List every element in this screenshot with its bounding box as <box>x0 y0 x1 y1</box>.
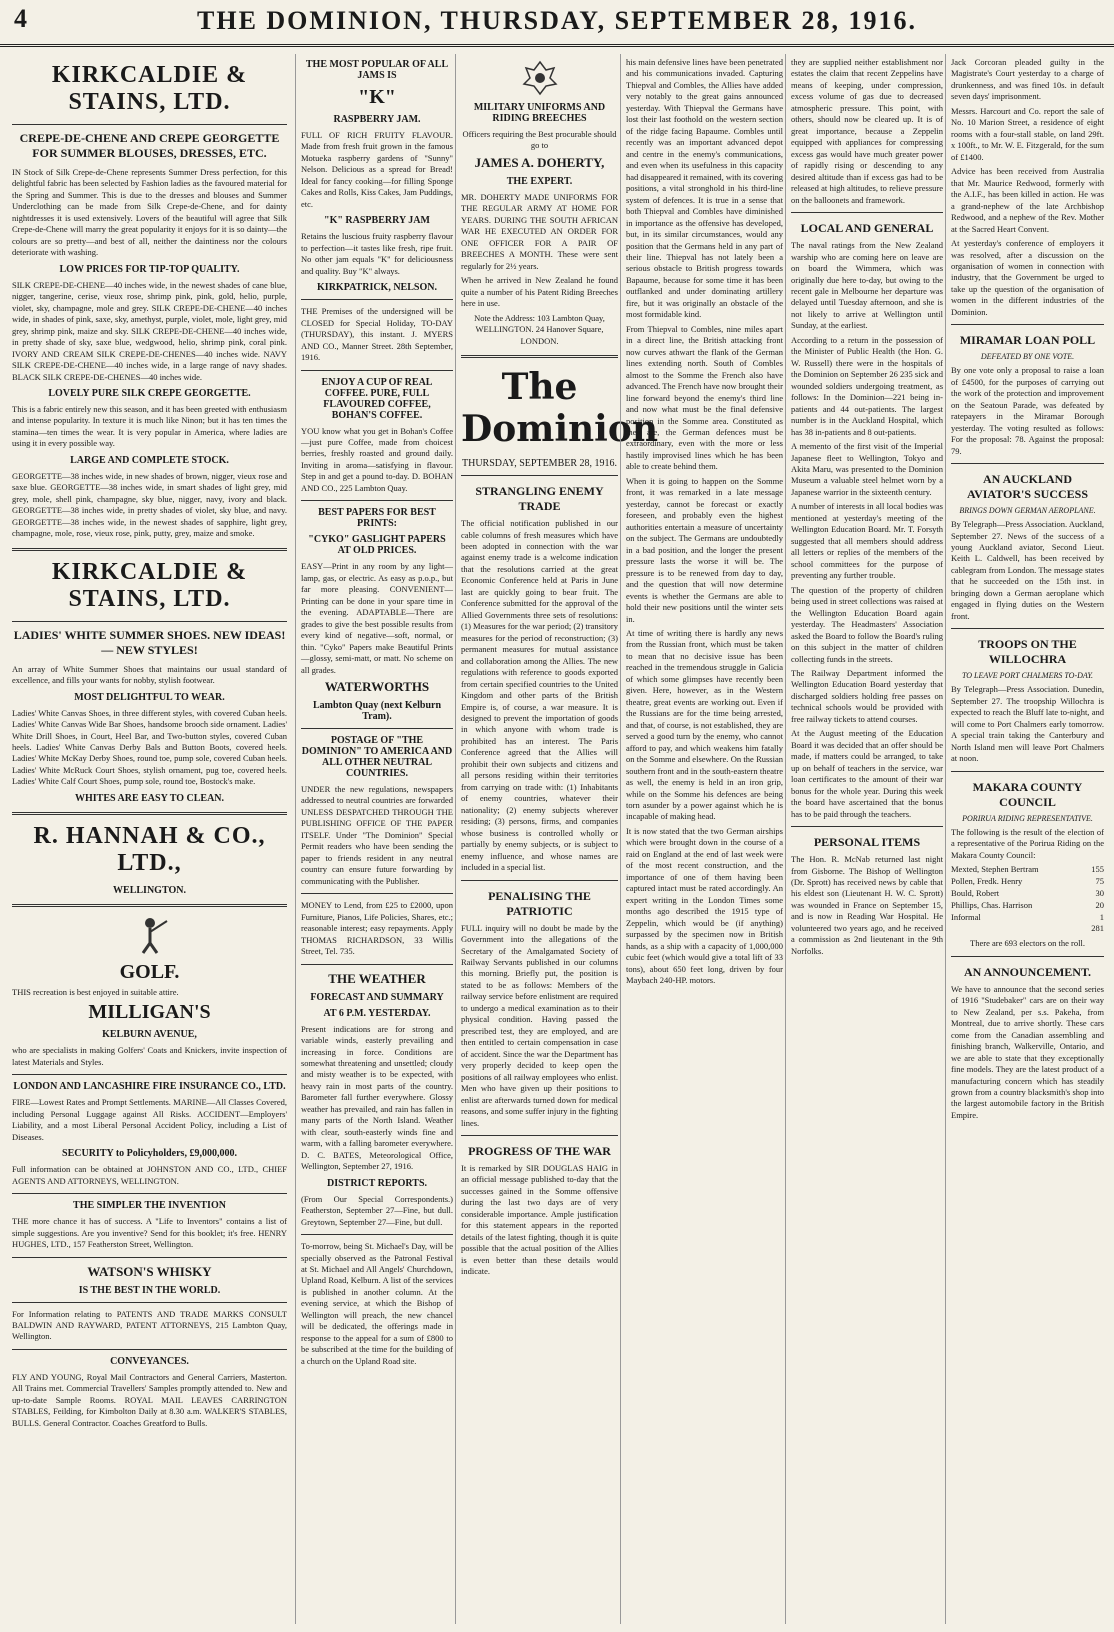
result-row: Informal 1 <box>951 911 1104 922</box>
divider <box>12 621 287 622</box>
divider <box>12 1257 287 1258</box>
uniforms-address: Note the Address: 103 Lambton Quay, WELLINGTON. 24 Hanover Square, LONDON. <box>474 312 605 346</box>
local-body-b: According to a return in the possession of the Minister of Public Health (the Hon. G. W. Russell) there were in the hospitals of the Dominion on September 26 235 sick and wounded soldiers undergoing treatment, as follows: In the Dominion—221 being in-patients and 44 out-patients. The largest number is in the Auckland Hospital, which has 38 in-patients and 8 out-patients. <box>791 334 943 437</box>
result-row: Bould, Robert 30 <box>951 887 1104 898</box>
crepe-intro: IN Stock of Silk Crepe-de-Chene represents Summer Dress perfection, for this delightful fabric has been selected by Fashion ladies as the favoured material for the Spring and Summer. This is due to the dresses and blouses and Summer Underclothing can be made from Silk Crepe-de-Chene, and for dainty nightdresses it is used extensively. Lovers of the beautiful will agree that Silk Crepe-de-Chene will marry the great popularity it enjoys for it is so dainty—the colours are so pretty—and best of all, neither the daintiness nor the colours deteriorate with washing. <box>12 167 287 258</box>
column-6 <box>945 54 1107 1624</box>
makara-intro: The following is the result of the election of a representative of the Porirua Riding on the Makara County Council: <box>951 826 1104 860</box>
jam-name: RASPBERRY JAM. <box>333 114 421 125</box>
divider <box>951 771 1104 772</box>
column-2 <box>295 54 456 1624</box>
page-number: 4 <box>14 4 27 33</box>
insurance-head: LONDON AND LANCASHIRE FIRE INSURANCE CO., LTD. <box>13 1081 286 1093</box>
troops-sub: TO LEAVE PORT CHALMERS TO-DAY. <box>961 671 1094 681</box>
conveyances-body: FLY AND YOUNG, Royal Mail Contractors and General Carriers, Masterton. All Trains met. Commercial Travellers' Samples promptly attended to. New and up-to-date Sample Rooms. ROYAL MAIL LEAVES CARRINGTON STABLES, Feilding, for Kimbolton Daily at 8.30 a.m. WALKER'S STABLES, BULLS. General Contractor. Coaches Greatford to Bulls. <box>12 1371 287 1428</box>
divider <box>951 324 1104 325</box>
masthead <box>0 0 1114 47</box>
divider <box>461 1135 618 1136</box>
notes-d: At yesterday's conference of employers it was resolved, after a discussion on the organisation of women in connection with industry, that the Government be urged to take up the question of the organisation of women in the different industries of the Dominion. <box>951 238 1104 317</box>
divider <box>461 475 618 476</box>
war-text-c: When it is going to happen on the Somme front, it was remarked in a late message yesterday, cannot be forecast or exactly foreseen, and probably even the highest authorities entertain a measure of uncertainty on the subject. The Germans are undoubtedly in a bad position, and the longer the present pressure lasts the worse it will be. The pressure is to be renewed from day to day, and the question that will now determine events is whether the Germans are able to hold their new positions until the winter sets in. <box>626 475 783 624</box>
column-4 <box>620 54 786 1624</box>
local-head: LOCAL AND GENERAL <box>800 221 934 236</box>
shoes-intro: An array of White Summer Shoes that maintains our usual standard of excellence, and fills your wants for nobby, stylish footwear. <box>12 663 287 686</box>
hannah-town: WELLINGTON. <box>113 884 186 896</box>
inventor-body: THE more chance it has of success. A "Life to Inventors" contains a list of simple suggestions. Are you inventive? Send for this booklet; it's free. HENRY HUGHES, LTD., 157 Featherston Street, Wellington. <box>12 1216 287 1250</box>
district-head: DISTRICT REPORTS. <box>326 1177 428 1189</box>
golf-head: GOLF. <box>119 960 180 983</box>
weather-body: Present indications are for strong and variable winds, easterly prevailing and increasing in force. Conditions are somewhat threatening and unsettled; cloudy and misty weather is to be expected, with heavy rain in most parts of the country. Barometer fall further everywhere. Glossy weather has prevailed, and rain has fallen in many parts of the North Island. Weather with clear, south-easterly winds fine and warm, with a falling barometer everywhere. D. C. BATES, Meteorological Office, Wellington, September 27, 1916. <box>301 1023 453 1172</box>
strangling-body: The official notification published in our cable columns of fresh measures which have been adopted in connection with the war against enemy trade is a welcome indication that the resolutions carried at the great Economic Conference held at Paris in June last are quickly going to bear fruit. The Conference submitted for the approval of the Allied Governments three sets of resolutions: (1) Measures for the war period; (2) transitory measures for the period of reconstruction; (3) permanent measures for mutual assistance and collaboration among the Allies. The new regulations with reference to goods exported from certain specified countries to the United Kingdom and other parts of the British Empire is, of course, a war measure. It is designed to prevent the importation of goods in which anyone with whom trade is prohibited has an interest. The Paris Conference agreed that the Allies will prohibit their own subjects and citizens and all persons residing within their territories from carrying on trade with: (1) Inhabitants of enemy countries, whatever their nationality; (2) enemy subjects wherever residing; (3) persons, firms, and companies whose business is controlled wholly or partially by enemy subjects, or is subject to enemy influence, and whose names are included in a special list. <box>461 518 618 873</box>
result-total-row: 281 <box>1091 923 1104 934</box>
war-text-b: From Thiepval to Combles, nine miles apart in a direct line, the British attacking front now curves athwart the flank of the German lines extending north. South of Combles almost to the Somme the French also have advanced. The French have now brought their line forward beyond the enemy's third line and now what must be the final defensive position in the Somme area. Constituted as they are, the German defences must be extraordinary, even with the more or less hastily improvised lines which he has been able to create behind them. <box>626 323 783 472</box>
column-5 <box>785 54 946 1624</box>
divider <box>12 904 287 907</box>
milligan-address: KELBURN AVENUE, <box>102 1029 197 1041</box>
progress-body: It is remarked by SIR DOUGLAS HAIG in an official message published to-day that the successes gained in the Somme offensive during the last two days are of very considerable importance. Ample justification for this statement appears in the reported details of the latest fighting, though it is quite possible that the actual position of the Allies is even better than these details would indicate. <box>461 1163 618 1277</box>
penalising-body: FULL inquiry will no doubt be made by the Government into the allegations of the Secretary of the Amalgamated Society of Railway Servants published in our columns this morning. Briefly put, the position is stated to be as follows: Members of the railway service before enlistment are required to undergo a medical examination as to their physical condition. Having passed the prescribed test, they are employed, and are then entitled to certain compensation in case of accident. Since the war the Department has very properly decided to keep open the positions of all railway employees who enlist. Men who have given up their positions to enlist are afterwards turned down for medical reasons, and some suffer injury in the fighting lines. <box>461 922 618 1128</box>
shoes-head: LADIES' WHITE SUMMER SHOES. NEW IDEAS! — NEW STYLES! <box>13 627 286 657</box>
milligan-title: MILLIGAN'S <box>88 1001 211 1024</box>
divider <box>301 1234 453 1235</box>
miramar-sub: DEFEATED BY ONE VOTE. <box>980 352 1075 362</box>
makara-footer: There are 693 electors on the roll. <box>970 938 1085 949</box>
conveyances-head: CONVEYANCES. <box>110 1355 189 1367</box>
aviator-sub: BRINGS DOWN GERMAN AEROPLANE. <box>959 506 1096 516</box>
uniforms-body: MR. DOHERTY MADE UNIFORMS FOR THE REGULAR ARMY AT HOME FOR YEARS. DURING THE SOUTH AFRICAN WAR HE EXECUTED AN ORDER FOR ONE OFFICER FOR A PAIR OF BREECHES A MONTH. These were sent regularly for 2½ years. <box>461 191 618 271</box>
notes-a: Jack Corcoran pleaded guilty in the Magistrate's Court yesterday to a charge of drunkenness, and was fined 10s. in default seven days' imprisonment. <box>951 57 1104 102</box>
makara-results <box>951 864 1104 935</box>
jam-name-2: "K" RASPBERRY JAM <box>324 215 430 227</box>
makara-head: MAKARA COUNTY COUNCIL <box>972 779 1083 809</box>
divider <box>301 964 453 965</box>
district-body: (From Our Special Correspondents.) Featherston, September 27—Fine, but dull. Greytown, September 27—Fine, but dull. <box>301 1193 453 1227</box>
weather-time: AT 6 P.M. YESTERDAY. <box>323 1007 431 1019</box>
running-head: THE DOMINION, THURSDAY, SEPTEMBER 28, 1916. <box>197 6 917 35</box>
uniforms-nz: When he arrived in New Zealand he found quite a number of his Patent Riding Breeches here in use. <box>461 275 618 309</box>
makara-sub: PORIRUA RIDING REPRESENTATIVE. <box>962 813 1093 823</box>
notes-b: Messrs. Harcourt and Co. report the sale of No. 10 Marion Street, a residence of eight rooms with a four-stall stable, on land 29ft. x 100ft., to Mr. W. E. Fitzgerald, for the sum of £1400. <box>951 105 1104 162</box>
insurance-contact: Full information can be obtained at JOHNSTON AND CO., LTD., CHIEF AGENTS AND ATTORNEYS, WELLINGTON. <box>12 1164 287 1186</box>
miramar-head: MIRAMAR LOAN POLL <box>959 333 1096 348</box>
uniforms-name: JAMES A. DOHERTY, <box>474 154 605 170</box>
jam-body-2: Retains the luscious fruity raspberry flavour to perfection—it tastes like fresh, ripe fruit. No other jam equals "K" for deliciousness and quality. Buy "K" always. <box>301 231 453 276</box>
divider <box>12 124 287 125</box>
miramar-body: By one vote only a proposal to raise a loan of £4500, for the purposes of carrying out the work of the protection and improvement on the Seatoun Parade, was defeated by ratepayers in the Miramar Borough yesterday. The voting resulted as follows: For the proposal: 78. Against the proposal: 79. <box>951 365 1104 456</box>
result-row: Phillips, Chas. Harrison 20 <box>951 899 1104 910</box>
war-text-a: his main defensive lines have been penetrated and his communications invaded. Capturing Thiepval and Combles, the Allies have added very notably to the great gains announced yesterday. With Thiepval the Germans have lost their last foothold on the western section of the ridge facing Bapaume. Combles until recently was an important advanced depot and centre in the enemy's communications, and even when its usefulness in this capacity had disappeared it remained, with its covering positions, a vital stronghold in his third-line system of defences. It is true in a sense that both Thiepval and Combles have diminished in importance as the offensive has developed, but, in its similar circumstances, would any position that the Germans held in any part of their line. Thiepval has not lately been a serious obstacle to British progress towards Bapaume, because for some time it has been outflanked and under dominating artillery fire, but it was originally an obstacle of the most formidable kind. <box>626 57 783 320</box>
cyko-body: EASY—Print in any room by any light—lamp, gas, or electric. As easy as p.o.p., but far more pleasing. CONVENIENT—Printing can be done in your spare time in the evening. ADAPTABLE—There are grades to give the best possible results from every kind of negative—soft, normal, or thin. "Cyko" Papers make Beautiful Prints—glossy, semi-matt, or matt. No scheme on all grades. <box>301 561 453 675</box>
war-text-f: they are supplied neither establishment nor estates the claim that recent Zeppelins have means of keeping, under compression, excess volume of gas due to decreased atmospheric pressure. This point, with others, should now be cleared up. It is of great importance, because a Zeppelin equipped with appliances for compressing excess gas would have much greater power of rapidly rising or descending to any desired altitude than if excess gas had to be released at high altitudes, to relieve pressure on the balloonets and framework. <box>791 57 943 205</box>
whites-easy: WHITES ARE EASY TO CLEAN. <box>74 792 225 804</box>
insurance-security: SECURITY to Policyholders, £9,000,000. <box>62 1148 237 1160</box>
divider <box>301 370 453 371</box>
divider <box>951 463 1104 464</box>
milligan-body: who are specialists in making Golfers' Coats and Knickers, invite inspection of latest Materials and Styles. <box>12 1045 287 1067</box>
waterworths-address: Lambton Quay (next Kelburn Tram). <box>312 700 442 722</box>
royal-crest-icon <box>520 60 560 96</box>
price-lines: SILK CREPE-DE-CHENE—40 inches wide, in the newest shades of cane blue, nigger, tangerine, cerise, vieux rose, shrimp pink, pink, gold, helio, purple, violet, sky, champagne, mole and grey. SILK CREPE-DE-CHENE—40 inches wide, in shades of pink, saxe, sky, amethyst, purple, violet, mole, light grey, mid grey, shrimp pink, maize and sky. SILK CREPE-DE-CHENE—40 inches wide, in pretty shade of sky, saxe blue, wedgwood, helio, shrimp pink, coral pink. IVORY AND CREAM SILK CREPE-DE-CHENES—40 inches wide. NAVY SILK CREPE-DE-CHENE—40 inches wide, in a large range of navy shades. BLACK SILK CREPE-DE-CHENES—40 inches wide. <box>12 279 287 382</box>
shoe-lines: Ladies' White Canvas Shoes, in three different styles, with covered Cuban heels. Ladies' White Canvas Wide Bar Shoes, handsome brooch side ornament. Ladies' White Drill Shoes, in Court, Heel Bar, and Two-button styles, covered Cuban heels. Ladies' White Canvas Derby Bals and Button Boots, covered heels. Ladies' White McKay Derby Shoes, round toe, pump sole, covered Cuban heels. Ladies' White McRuck Court Shoes, stylish ornament, pug toe, covered heels. Ladies' White Calf Court Shoes, pump sole, round toe, Bostock's make. <box>12 707 287 787</box>
personal-body: The Hon. R. McNab returned last night from Gisborne. The Bishop of Wellington (Dr. Sprott) has received news by cable that his eldest son (Lieutenant H. W. C. Sprott) was wounded in France on September 15, and is now in Reading War Hospital. He volunteered two years ago, and he received a commission as 2nd lieutenant in the 9th Norfolks. <box>791 854 943 956</box>
troops-head: TROOPS ON THE WILLOCHRA <box>978 637 1077 667</box>
weather-sub: FORECAST AND SUMMARY <box>310 991 444 1003</box>
strangling-head: STRANGLING ENEMY TRADE <box>475 484 604 514</box>
divider <box>301 728 453 729</box>
local-body-c: A memento of the first visit of the Imperial Japanese fleet to Wellington, Tokyo and Akita Maru, was presented to the Dominion Museum a valuable steel helmet worn by a Japanese warrior in the sixteenth century. <box>791 441 943 497</box>
local-body-a: The naval ratings from the New Zealand warship who are coming here on leave are on board the Wimmera, which was originally due here to-day, but owing to the recent gale in Melbourne her departure was delayed until Tuesday afternoon, and she is not likely to arrive at Wellington until Sunday, at the earliest. <box>791 240 943 331</box>
divider <box>461 880 618 881</box>
columns <box>12 54 1106 1624</box>
coffee-body: YOU know what you get in Bohan's Coffee—just pure Coffee, made from choicest berries, freshly roasted and ground daily. Inviting in aroma—satisfying in flavour. Step in and get a pound to-day. D. BOHAN AND CO., 225 Lambton Quay. <box>301 425 453 493</box>
personal-head: PERSONAL ITEMS <box>813 835 921 850</box>
patents-body: For Information relating to PATENTS AND TRADE MARKS CONSULT BALDWIN AND RAYWARD, PATENT ATTORNEYS, 215 Lambton Quay, Wellington. <box>12 1308 287 1342</box>
local-body-g: At the August meeting of the Education Board it was decided that an offer should be made, if matters could be arranged, to take up on behalf of teachers in the service, war loan certificates to the amount of their war bonus for the whole year. During this week the board have ascertained that the bonus has to be paid through the teachers. <box>791 728 943 819</box>
divider <box>951 956 1104 957</box>
waterworths-name: WATERWORTHS <box>324 679 430 694</box>
most-delightful-head: MOST DELIGHTFUL TO WEAR. <box>74 691 225 703</box>
notes-c: Advice has been received from Australia that Mr. Maurice Redwood, formerly with the A.I.F., has been killed in action. He was a grand-nephew of the late Archbishop Redwood, and a nephew of the Rev. Mother at the Sacred Heart Convent. <box>951 166 1104 234</box>
crepe-subtitle: CREPE-DE-CHENE AND CREPE GEORGETTE FOR SUMMER BLOUSES, DRESSES, ETC. <box>19 131 280 160</box>
whisky-body: IS THE BEST IN THE WORLD. <box>78 1284 221 1296</box>
dominion-nameplate: The Dominion <box>461 366 659 451</box>
whisky-head: WATSON'S WHISKY <box>87 1263 212 1279</box>
divider <box>12 1349 287 1350</box>
divider <box>301 893 453 894</box>
troops-body: By Telegraph—Press Association. Dunedin, September 27. The troopship Willochra is expected to reach the Bluff late to-night, and will come to Port Chalmers early tomorrow. A special train taking the Canterbury and North Island men will leave Port Chalmers at noon. <box>951 684 1104 764</box>
local-body-d: A number of interests in all local bodies was mentioned at yesterday's meeting of the Wellington Education Board. Mr. T. Forsyth suggested that all members should address all letters or replies of the members of the school committees for the purpose of preventing any further trouble. <box>791 501 943 581</box>
golfer-illustration-icon <box>125 915 175 955</box>
divider <box>791 826 943 827</box>
closed-notice: THE Premises of the undersigned will be CLOSED for Special Holiday, TO-DAY (THURSDAY), this instant. J. MYERS AND CO., Manner Street. 28th September, 1916. <box>301 306 453 363</box>
georgette-intro: This is a fabric entirely new this season, and it has been greeted with enthusiasm and intense popularity. In texture it is much like Ninon; but it has ten times the stamina—ten times the wear. It is very popular in America, where ladies are using it in every possible way. <box>12 403 287 449</box>
result-row: Mexted, Stephen Bertram 155 <box>951 863 1104 874</box>
hannah-title: R. HANNAH & CO., LTD., <box>33 822 266 876</box>
divider <box>461 355 618 358</box>
postage-head: POSTAGE OF "THE DOMINION" TO AMERICA AND ALL OTHER NEUTRAL COUNTRIES. <box>301 735 453 779</box>
jam-intro: THE MOST POPULAR OF ALL JAMS IS <box>305 59 449 81</box>
announcement-head: AN ANNOUNCEMENT. <box>963 964 1092 979</box>
war-text-e: It is now stated that the two German airships which were brought down in the course of a raid on England at the end of last week were of the most recent construction, and the importance of one of them having been captured intact must be rated accordingly. An expert writing in the London Times some months ago described the 1915 type of Zeppelin, which would be (if anything) surpassed by the specimen now in British hands, as a ship with a capacity of 1,000,000 cubic feet (which would give a total lift of 33 tons), about 650 feet long, driven by four Maybach 240-HP. motors. <box>626 825 783 986</box>
postage-body: UNDER the new regulations, newspapers addressed to neutral countries are forwarded UNLESS DESPATCHED THROUGH THE PUBLISHING OFFICE OF THE PAPER ITSELF. Under "The Dominion" Special Permit readers who have been sending the paper to friends resident in any neutral country can ensure future forwarding by communicating with the Publisher. <box>301 784 453 886</box>
divider <box>951 628 1104 629</box>
divider <box>12 1074 287 1075</box>
kirkpatrick-sign: KIRKPATRICK, NELSON. <box>317 282 437 294</box>
penalising-head: PENALISING THE PATRIOTIC <box>488 888 591 918</box>
money-body: MONEY to Lend, from £25 to £2000, upon Furniture, Pianos, Life Policies, Shares, etc.; reasonable interest; easy repayments. Apply THOMAS RICHARDSON, 33 Willis Street, Tel. 735. <box>301 900 453 957</box>
aviator-head: AN AUCKLAND AVIATOR'S SUCCESS <box>966 472 1089 502</box>
georgette-head: LOVELY PURE SILK CREPE GEORGETTE. <box>48 387 251 399</box>
cyko-title: "CYKO" GASLIGHT PAPERS AT OLD PRICES. <box>308 534 446 557</box>
low-prices-head: LOW PRICES FOR TIP-TOP QUALITY. <box>59 263 240 275</box>
aviator-body: By Telegraph—Press Association. Auckland, September 27. News of the success of a young Auckland aviator, Second Lieut. Keith L. Caldwell, has been received by cablegram from London. The message states that he succeeded on the 15th inst. in bringing down a German aeroplane which engaged in flying duties on the Western front. <box>951 519 1104 621</box>
divider <box>12 812 287 815</box>
announcement-body: We have to announce that the second series of 1916 "Studebaker" cars are on their way to New Zealand, per s.s. Pakeha, from Montreal, due to arrive shortly. These cars come from the Canadian assembling and finishing branch, Walkerville, Ontario, and we are able to state that they exceptionally fine models. They are the latest product of a manufacturing concern which has steadily grown from a country blacksmith's shop into the largest automobile factory in the British Empire. <box>951 983 1104 1120</box>
divider <box>12 1302 287 1303</box>
coffee-head: ENJOY A CUP OF REAL COFFEE. PURE, FULL FLAVOURED COFFEE, BOHAN'S COFFEE. <box>321 376 433 421</box>
uniforms-sub: Officers requiring the Best procurable should go to <box>462 129 617 151</box>
uniforms-expert: THE EXPERT. <box>506 175 573 187</box>
large-stock-head: LARGE AND COMPLETE STOCK. <box>70 454 229 466</box>
kirkcaldie-ad-title-2: KIRKCALDIE & STAINS, LTD. <box>51 558 248 612</box>
kirkcaldie-ad-title: KIRKCALDIE & STAINS, LTD. <box>51 62 248 115</box>
divider <box>12 548 287 551</box>
war-text-d: At time of writing there is hardly any news from the Russian front, which must be taken to mean that no decisive issue has been reached in the tremendous struggle in Galicia of which some glimpses have recently been given. Here, however, as in the Western theatre, great events are working out. Even if the Russians are for the time being arrested, and that, of course, is not established, they are served a good turn by the enemy, who cannot afford to pay, and which weakens him fatally on the Somme and elsewhere. On the Russian southern front and in the south-eastern theatre as well, the enemy is held in an iron grip, while on the Somme his defences are being torn asunder by a power against which he is incapable of making head. <box>626 627 783 822</box>
market-body: To-morrow, being St. Michael's Day, will be specially observed as the Patronal Festival at St. Michael and All Angels' Churchdown, Upland Road, Kelburn. A list of the services is published in another column. At the evening service, at which the Bishop of Wellington will preach, the new chancel will be dedicated, the offerings made in response to the appeal for a sum of £800 to be subscribed at the time for the building of a church on the Upland Road site. <box>301 1241 453 1366</box>
divider <box>301 299 453 300</box>
progress-head: PROGRESS OF THE WAR <box>468 1144 611 1158</box>
dominion-date: THURSDAY, SEPTEMBER 28, 1916. <box>461 458 618 470</box>
divider <box>12 1193 287 1194</box>
cyko-head: BEST PAPERS FOR BEST PRINTS: <box>318 507 436 530</box>
insurance-body: FIRE—Lowest Rates and Prompt Settlements. MARINE—All Classes Covered, including Personal Luggage against All Risks. ACCIDENT—Employers' Liability, and a most Liberal Personal Accident Policy, including a List of Diseases. <box>12 1097 287 1142</box>
result-row: Pollen, Fredk. Henry 75 <box>951 875 1104 886</box>
divider <box>791 212 943 213</box>
jam-k-logo: "K" <box>358 86 396 108</box>
georgette-lines: GEORGETTE—38 inches wide, in new shades of brown, nigger, vieux rose and saxe blue. GEORGETTE—38 inches wide, in smart shades of light grey, mid grey, mole, shell pink, champagne, sky blue, nigger, navy, ivory and black. GEORGETTE—38 inches wide, in pretty shades of violet, sky blue, and navy. GEORGETTE—38 inches wide, in the newest shades of sapphire, light grey, champagne, mole, rose, vieux rose, pink, putty, grey, maize and smoke. <box>12 470 287 539</box>
local-body-f: The Railway Department informed the Wellington Education Board yesterday that discharged soldiers holding free passes on technical schools would be provided with free railway tickets to attend courses. <box>791 667 943 724</box>
weather-head: THE WEATHER <box>328 970 426 986</box>
divider <box>301 500 453 501</box>
column-1 <box>12 54 290 1624</box>
golf-body: THIS recreation is best enjoyed in suitable attire. <box>12 986 179 997</box>
inventor-head: THE SIMPLER THE INVENTION <box>73 1200 226 1212</box>
column-3 <box>455 54 659 1624</box>
jam-body: FULL OF RICH FRUITY FLAVOUR. Made from fresh fruit grown in the famous Motueka raspberry gardens of "Sunny" Nelson. Delicious as a spread for Bread! Ideal for fancy cooking—for filling Sponge Cakes and Rolls, Kiss Cakes, Jam Puddings, etc. <box>301 130 453 209</box>
uniforms-head: MILITARY UNIFORMS AND RIDING BREECHES <box>473 102 606 124</box>
local-body-e: The question of the property of children being used in street collections was raised at the Wellington Education Board again yesterday. The Headmasters' Association asked the Board to follow the Board's ruling on this subject in the matter of children collecting funds in the streets. <box>791 584 943 664</box>
